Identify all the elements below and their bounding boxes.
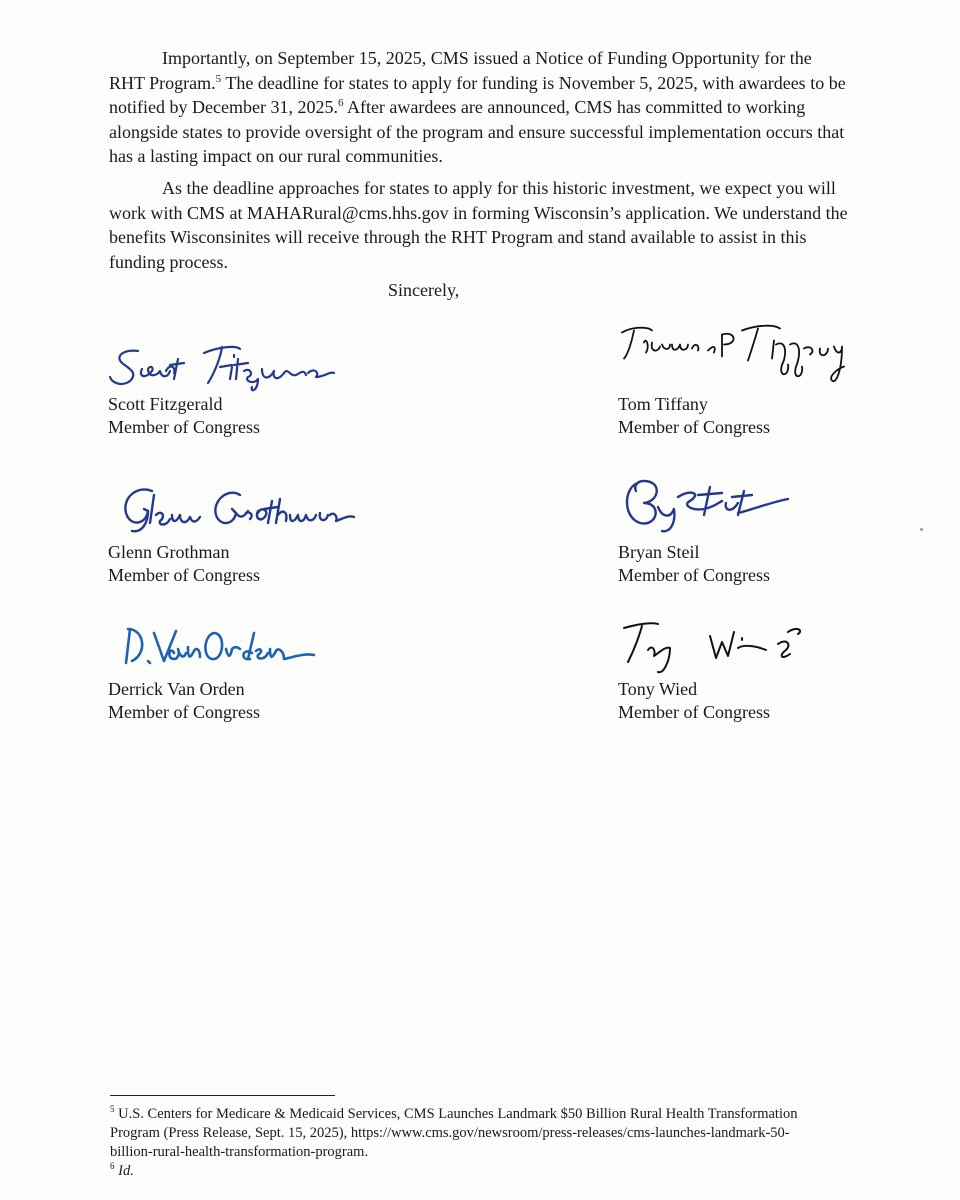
signature-glenn-grothman [108, 481, 388, 541]
signature-derrick-van-orden [108, 623, 368, 678]
para2-text: As the deadline approaches for states to apply for this historic investment, we expect you will work with CMS at MAHARural@cms.hhs.gov in forming Wisconsin’s application. We understand the benefits Wisconsinites will receive through the RHT Program and stand available to assist in this funding process. [109, 178, 848, 272]
signature-block-fitzgerald [108, 333, 408, 438]
footnote-ref-6: 6 [337, 97, 344, 109]
footnote-6-text: Id. [114, 1163, 134, 1179]
signatory-title-tiffany: Member of Congress [618, 416, 770, 437]
signatory-name-van-orden: Derrick Van Orden [108, 679, 245, 699]
signature-block-steil [618, 473, 918, 586]
signature-block-tiffany [618, 318, 918, 438]
signatory-title-wied: Member of Congress [618, 701, 770, 722]
signatory-name-steil: Bryan Steil [618, 542, 700, 562]
para1-text-b: The deadline for states to apply for funding is November 5, 2025, with awardees to be notified by December 31, 2025. [109, 72, 846, 117]
footnote-6-number: 6 [110, 1161, 115, 1172]
footnote-6 [110, 1162, 830, 1181]
para1-text-a: Importantly, on September 15, 2025, CMS issued a Notice of Funding Opportunity for the RHT Program. [109, 48, 812, 93]
footnote-ref-5: 5 [215, 72, 222, 85]
footnote-divider [110, 1095, 335, 1096]
scan-speck [920, 528, 923, 531]
signatory-title-grothman: Member of Congress [108, 564, 260, 585]
signatory-title-steil: Member of Congress [618, 564, 770, 585]
body-paragraph-2 [109, 176, 849, 274]
footnote-5-text: U.S. Centers for Medicare & Medicaid Services, CMS Launches Landmark $50 Billion Rural Health Transformation Program (Press Release, Sept. 15, 2025), https://www.cms.gov/newsroom/press-releases/cms-launches-landmark-50-billion-rural-health-transformation-program. [110, 1106, 798, 1160]
closing-salutation: Sincerely, [388, 280, 460, 300]
signature-block-grothman [108, 481, 408, 586]
signatory-title-fitzgerald: Member of Congress [108, 416, 260, 437]
signatory-name-tiffany: Tom Tiffany [618, 394, 708, 414]
signatory-title-van-orden: Member of Congress [108, 701, 260, 722]
footnotes [110, 1105, 830, 1181]
signature-tony-wied [618, 616, 878, 678]
signature-block-van-orden [108, 623, 408, 723]
footnote-5 [110, 1105, 830, 1162]
signature-bryan-steil [618, 473, 878, 541]
footnote-5-number: 5 [110, 1104, 115, 1115]
signatory-name-wied: Tony Wied [618, 679, 698, 699]
signature-scott-fitzgerald [108, 333, 368, 393]
signatory-name-fitzgerald: Scott Fitzgerald [108, 394, 223, 414]
signatory-name-grothman: Glenn Grothman [108, 542, 230, 562]
para1-text-c: After awardees are announced, CMS has committed to working alongside states to provide oversight of the program and ensure successful implementation occurs that has a lasting impact on our rural communities. [109, 97, 845, 166]
signature-thomas-tiffany [618, 318, 878, 393]
body-paragraph-1 [109, 46, 849, 169]
signature-block-wied [618, 616, 918, 723]
